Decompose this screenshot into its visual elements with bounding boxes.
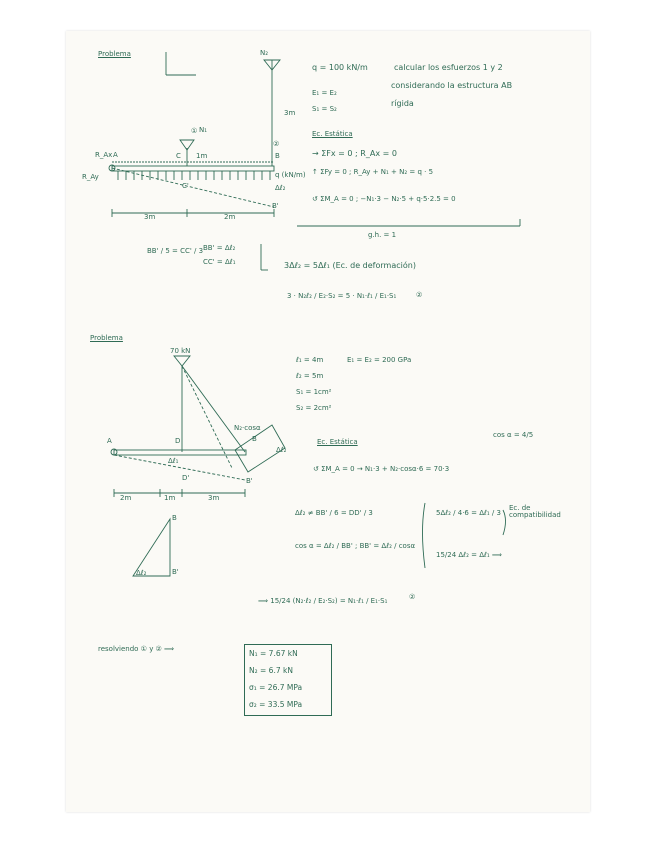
label-q: q (kN/m) [275,171,306,179]
result-n2: N₂ = 6.7 kN [249,666,293,675]
section-2: S₂ = 2cm² [296,404,332,412]
label-1m: 1m [196,152,208,160]
cos-alpha: cos α = 4/5 [493,431,534,439]
label-load: 70 kN [170,347,191,355]
compat-eq-3: 5Δℓ₂ / 4·6 = Δℓ₁ / 3 [436,509,501,517]
problem-2-title: Problema [90,334,123,342]
load-value: q = 100 kN/m [312,63,368,72]
problem-1-title: Problema [98,50,131,58]
statics-eq-p2: ↺ ΣM_A = 0 → N₁·3 + N₂·cosα·6 = 70·3 [313,465,450,473]
solving-label: resolviendo ① y ② ⟹ [98,645,175,653]
label-dl2: Δℓ₂ [275,184,286,192]
label-n1: N₁ [199,126,208,134]
statement-line-1: calcular los esfuerzos 1 y 2 [394,63,503,72]
compat-cc: CC' = Δℓ₁ [203,258,236,266]
label-b-p2: B [252,435,257,443]
label-d: D [175,437,181,445]
label-rax: R_Ax [95,151,113,159]
label-dprime: D' [182,474,190,482]
label-a-p2: A [107,437,112,445]
material-eq-1: E₁ = E₂ [312,89,337,97]
label-b-triangle: B [172,514,177,522]
label-c: C [176,152,181,160]
compat-bb: BB' = Δℓ₂ [203,244,236,252]
label-n2cos: N₂·cosα [234,424,261,432]
length-2: ℓ₂ = 5m [296,372,324,380]
label-3m-p2: 3m [208,494,220,502]
compat-label: Ec. de compatibilidad [509,504,561,519]
label-1m-p2: 1m [164,494,176,502]
statics-title-p2: Ec. Estática [317,438,358,446]
label-3m: 3m [144,213,156,221]
statics-eq-3: ↺ ΣM_A = 0 ; −N₁·3 − N₂·5 + q·5·2.5 = 0 [312,195,456,203]
label-n2: N₂ [260,49,269,57]
label-bprime: B' [272,202,279,210]
label-bprime-p2: B' [246,477,253,485]
result-n1: N₁ = 7.67 kN [249,649,298,658]
equation-2-marker: ② [416,291,423,299]
equation-2-marker-p2: ② [409,593,416,601]
statement-line-3: rígida [391,99,414,108]
compat-eq-4: 15/24 Δℓ₂ = Δℓ₁ ⟹ [436,551,502,559]
compat-eq-1: Δℓ₂ ≠ BB' / 6 = DD' / 3 [295,509,373,517]
label-cprime: C' [182,182,189,190]
results-box [244,644,332,716]
result-sigma2: σ₂ = 33.5 MPa [249,700,303,709]
degree-hyperstatic: g.h. = 1 [368,231,397,239]
label-b: B [275,152,280,160]
label-dl1: Δℓ₁ [168,457,179,465]
statics-title: Ec. Estática [312,130,353,138]
label-3m-vertical: 3m [284,109,296,117]
deformation-equation-expanded: 3 · N₂ℓ₂ / E₂·S₂ = 5 · N₁·ℓ₁ / E₁·S₁ [287,292,397,300]
statement-line-2: considerando la estructura AB [391,81,513,90]
section-1: S₁ = 1cm² [296,388,332,396]
label-2m-p2: 2m [120,494,132,502]
material-eq-2: S₁ = S₂ [312,105,337,113]
statics-eq-2: ↑ ΣFy = 0 ; R_Ay + N₁ + N₂ = q · 5 [312,168,434,176]
label-bar-1: ① [191,127,198,135]
label-bprime-triangle: B' [172,568,179,576]
statics-eq-1: → ΣFx = 0 ; R_Ax = 0 [312,149,397,158]
label-dl2-triangle: Δℓ₂ [136,569,147,577]
deformation-equation: 3Δℓ₂ = 5Δℓ₁ (Ec. de deformación) [284,261,416,270]
label-bar-2: ② [273,140,280,148]
result-sigma1: σ₁ = 26.7 MPa [249,683,303,692]
compat-eq-2: cos α = Δℓ₂ / BB' ; BB' = Δℓ₂ / cosα [295,542,416,550]
label-dl2-p2: Δℓ₂ [276,446,287,454]
label-a: A [113,151,118,159]
label-2m: 2m [224,213,236,221]
label-ray: R_Ay [82,173,99,181]
compat-ratio: BB' / 5 = CC' / 3 [147,247,204,255]
compat-eq-5: ⟹ 15/24 (N₂·ℓ₂ / E₂·S₂) = N₁·ℓ₁ / E₁·S₁ [258,597,388,605]
length-1: ℓ₁ = 4m [296,356,324,364]
elastic-modulus: E₁ = E₂ = 200 GPa [347,356,412,364]
